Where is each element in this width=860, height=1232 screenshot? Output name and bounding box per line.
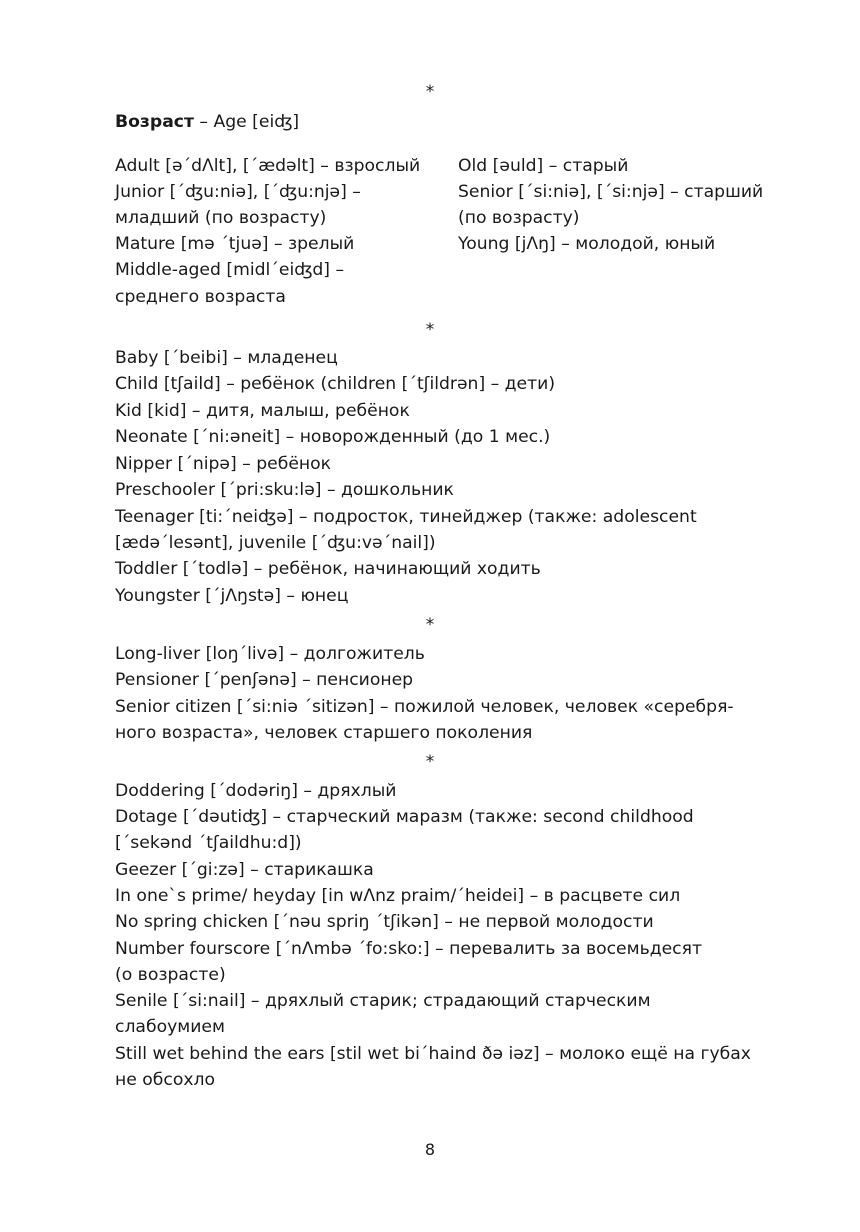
entry-line: Junior [ˊʤu:niə], [ˊʤu:njə] –	[115, 182, 361, 202]
entry-line: Senior [ˊsi:niə], [ˊsi:njə] – старший	[458, 182, 764, 202]
entry-line: Dotage [ˊdəutiʤ] – старческий маразм (также: second childhood	[115, 807, 694, 827]
entry-line: Doddering [ˊdodəriŋ] – дряхлый	[115, 781, 397, 801]
entry-line: Number fourscore [ˊnɅmbə ˊfo:sko:] – перевалить за восемьдесят	[115, 939, 702, 959]
entry-line: (по возрасту)	[458, 208, 580, 228]
entry-line: среднего возраста	[115, 287, 286, 307]
entry-line: Baby [ˊbeibi] – младенец	[115, 348, 338, 368]
section-separator: *	[425, 615, 435, 635]
entry-line: Nipper [ˊnipə] – ребёнок	[115, 454, 332, 474]
entry-line: Toddler [ˊtodlə] – ребёнок, начинающий ходить	[115, 559, 541, 579]
entry-line: Youngster [ˊjɅŋstə] – юнец	[115, 586, 349, 606]
entry-line: No spring chicken [ˊnəu spriŋ ˊtʃikən] – не первой молодости	[115, 912, 654, 932]
entry-line: Teenager [ti:ˊneiʤə] – подросток, тинейджер (также: adolescent	[115, 507, 697, 527]
entry-line: Preschooler [ˊpri:sku:lə] – дошкольник	[115, 480, 454, 500]
heading-translation: – Age [eiʤ]	[193, 112, 300, 132]
entry-line: In one`s prime/ heyday [in wɅnz praim/ˊheidei] – в расцвете сил	[115, 886, 681, 906]
heading-term: Возраст	[115, 112, 194, 132]
entry-line: Still wet behind the ears [stil wet biˊhaind ðə iəz] – молоко ещё на губах	[115, 1044, 751, 1064]
section-separator: *	[425, 82, 435, 102]
entry-line: Long-liver [loŋˊlivə] – долгожитель	[115, 644, 425, 664]
entry-line: Child [tʃaild] – ребёнок (children [ˊtʃildrən] – дети)	[115, 374, 556, 394]
entry-line: Adult [əˊdɅlt], [ˊædəlt] – взрослый	[115, 156, 421, 176]
entry-line: Geezer [ˊgi:zə] – старикашка	[115, 860, 374, 880]
section-separator: *	[425, 320, 435, 340]
entry-line: Young [jɅŋ] – молодой, юный	[458, 234, 716, 254]
section-separator: *	[425, 752, 435, 772]
entry-line: Mature [mə ˊtjuə] – зрелый	[115, 234, 355, 254]
section-heading	[115, 109, 795, 135]
entry-line: Senior citizen [ˊsi:niə ˊsitizən] – пожилой человек, человек «серебря-	[115, 697, 734, 717]
entry-line: Neonate [ˊni:əneit] – новорожденный (до 1 мес.)	[115, 427, 551, 447]
entry-line: (о возрасте)	[115, 965, 226, 985]
page-number: 8	[424, 1140, 436, 1159]
entry-line: слабоумием	[115, 1017, 225, 1037]
entry-line: [ædəˊlesənt], juvenile [ˊʤu:vəˊnail])	[115, 533, 436, 553]
entry-line: Kid [kid] – дитя, малыш, ребёнок	[115, 401, 410, 421]
entry-line: не обсохло	[115, 1070, 216, 1090]
entry-line: [ˊsekənd ˊtʃaildhu:d])	[115, 833, 302, 853]
entry-line: Pensioner [ˊpenʃənə] – пенсионер	[115, 670, 414, 690]
entry-line: Middle-aged [midlˊeiʤd] –	[115, 260, 345, 280]
entry-line: Old [əuld] – старый	[458, 156, 629, 176]
entry-line: ного возраста», человек старшего поколения	[115, 723, 533, 743]
entry-line: Senile [ˊsi:nail] – дряхлый старик; страдающий старческим	[115, 991, 651, 1011]
entry-line: младший (по возрасту)	[115, 208, 327, 228]
